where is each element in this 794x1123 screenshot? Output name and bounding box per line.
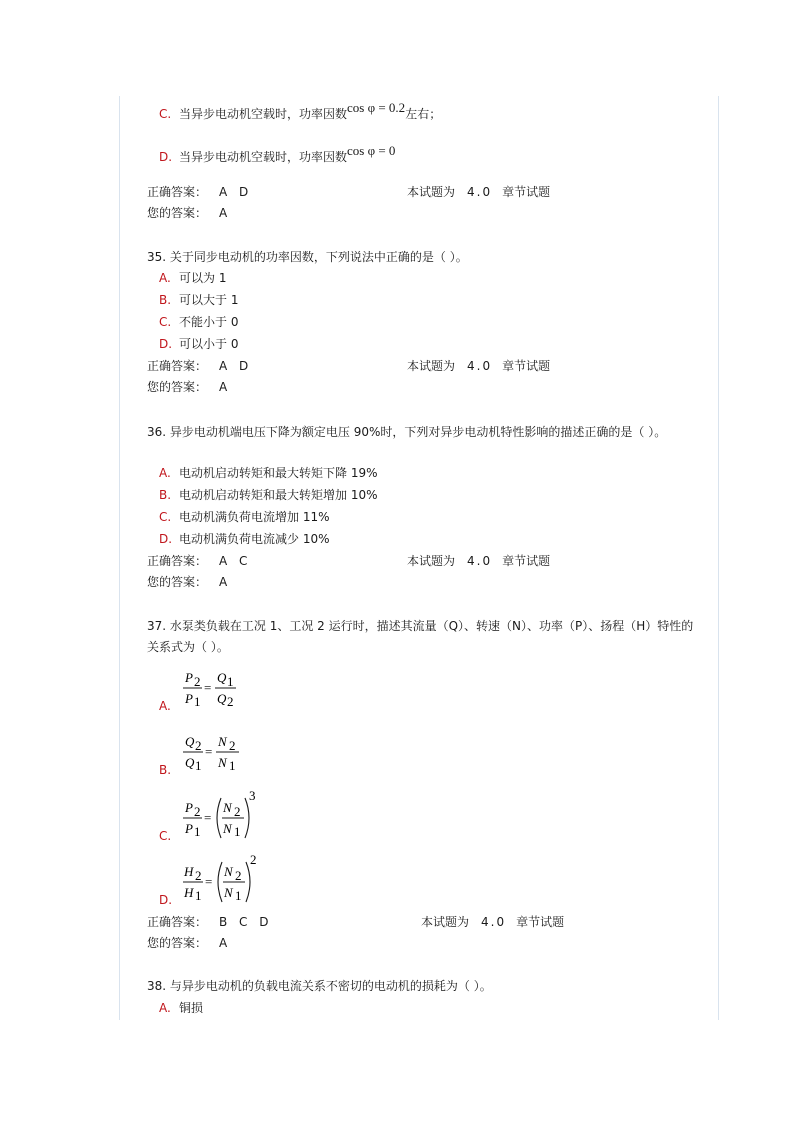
q34-option-c[interactable] [159, 100, 442, 122]
q37-formula-a [182, 666, 272, 708]
subscript: 1 [234, 824, 241, 839]
your-answer: A [219, 380, 228, 394]
q34-option-d[interactable] [159, 143, 396, 165]
numerator-symbol: Q [217, 670, 227, 685]
q37-formula-b [182, 730, 272, 772]
q35-option-a[interactable]: A. 可以为 1 [159, 271, 227, 285]
subscript: 1 [235, 888, 242, 903]
numerator-symbol: N [223, 800, 232, 815]
subscript: 1 [194, 824, 201, 839]
q38-question: 38. 与异步电动机的负载电流关系不密切的电动机的损耗为（ ）。 [147, 979, 492, 993]
svg-text:=: = [204, 680, 212, 695]
denominator-symbol: N [218, 755, 227, 770]
subscript: 2 [235, 868, 242, 883]
correct-answer: A C [219, 554, 252, 568]
denominator-symbol: N [223, 821, 232, 836]
section-tag: 章节试题 [502, 359, 551, 373]
denominator-symbol: P [185, 691, 193, 706]
q36-option-a[interactable]: A. 电动机启动转矩和最大转矩下降 19% [159, 466, 378, 480]
q38-option-a[interactable]: A. 铜损 [159, 1001, 204, 1015]
q36-option-d[interactable]: D. 电动机满负荷电流减少 10% [159, 532, 330, 546]
subscript: 2 [227, 694, 234, 708]
option-letter: C. [159, 107, 172, 121]
cos-phi-formula: cos φ = 0 [347, 143, 396, 158]
numerator-symbol: H [184, 864, 194, 879]
score: 4.0 [467, 185, 493, 199]
q35-your-answer-row: 您的答案： A [147, 380, 228, 394]
q37-formula-c [182, 788, 292, 840]
svg-text:=: = [205, 744, 213, 759]
q36-correct-answer-row: 正确答案： A C 本试题为 4.0 章节试题 [147, 554, 551, 568]
subscript: 2 [195, 868, 202, 883]
correct-answer: B C D [219, 915, 273, 929]
q37-option-d[interactable]: D. [159, 893, 173, 907]
your-answer: A [219, 206, 228, 220]
denominator-symbol: N [224, 885, 233, 900]
q37-your-answer-row: 您的答案： A [147, 936, 228, 950]
q35-correct-answer-row: 正确答案： A D 本试题为 4.0 章节试题 [147, 359, 551, 373]
q34-correct-answer-row: 正确答案： A D 本试题为 4.0 章节试题 [147, 185, 551, 199]
your-answer: A [219, 575, 228, 589]
page-frame-right [718, 96, 719, 1020]
option-text: 当异步电动机空载时，功率因数 [179, 150, 348, 164]
section-tag: 章节试题 [502, 185, 551, 199]
subscript: 2 [195, 738, 202, 753]
q35-question: 35. 关于同步电动机的功率因数，下列说法中正确的是（ ）。 [147, 250, 468, 264]
q37-correct-answer-row: 正确答案： B C D 本试题为 4.0 章节试题 [147, 915, 565, 929]
q37-option-c[interactable]: C. [159, 829, 172, 843]
numerator-symbol: N [218, 734, 227, 749]
q34-your-answer-row: 您的答案： A [147, 206, 228, 220]
exponent: 3 [249, 788, 256, 803]
correct-answer: A D [219, 185, 253, 199]
score: 4.0 [467, 554, 493, 568]
q37-question: 37. 水泵类负载在工况 1、工况 2 运行时，描述其流量（Q）、转速（N）、功率（P）、扬程（H）特性的关系式为（ ）。 [147, 619, 694, 654]
subscript: 1 [229, 758, 236, 772]
q36-option-b[interactable]: B. 电动机启动转矩和最大转矩增加 10% [159, 488, 378, 502]
option-text: 当异步电动机空载时，功率因数 [179, 107, 348, 121]
cos-phi-formula: cos φ = 0.2 [347, 100, 406, 115]
subscript: 1 [195, 888, 202, 903]
numerator-symbol: Q [185, 734, 195, 749]
section-tag: 章节试题 [502, 554, 551, 568]
exponent: 2 [250, 852, 257, 867]
denominator-symbol: Q [217, 691, 227, 706]
q36-option-c[interactable]: C. 电动机满负荷电流增加 11% [159, 510, 330, 524]
option-text-suffix: 左右； [405, 107, 442, 121]
score: 4.0 [481, 915, 507, 929]
q36-your-answer-row: 您的答案： A [147, 575, 228, 589]
denominator-symbol: H [184, 885, 194, 900]
q37-option-a[interactable]: A. [159, 699, 171, 713]
q35-option-b[interactable]: B. 可以大于 1 [159, 293, 239, 307]
page-frame-left [119, 96, 120, 1020]
denominator-symbol: P [185, 821, 193, 836]
your-answer: A [219, 936, 228, 950]
subscript: 2 [194, 804, 201, 819]
section-tag: 章节试题 [516, 915, 565, 929]
subscript: 1 [194, 694, 201, 708]
q37-option-b[interactable]: B. [159, 763, 172, 777]
q35-option-c[interactable]: C. 不能小于 0 [159, 315, 239, 329]
score: 4.0 [467, 359, 493, 373]
subscript: 2 [194, 674, 201, 689]
subscript: 2 [229, 738, 236, 753]
numerator-symbol: P [185, 670, 193, 685]
svg-text:=: = [204, 810, 212, 825]
denominator-symbol: Q [185, 755, 195, 770]
numerator-symbol: P [185, 800, 193, 815]
subscript: 1 [195, 758, 202, 772]
q36-question: 36. 异步电动机端电压下降为额定电压 90%时，下列对异步电动机特性影响的描述正确的是（ ）。 [147, 425, 667, 439]
subscript: 2 [234, 804, 241, 819]
q35-option-d[interactable]: D. 可以小于 0 [159, 337, 239, 351]
numerator-symbol: N [224, 864, 233, 879]
svg-text:=: = [205, 874, 213, 889]
correct-answer: A D [219, 359, 253, 373]
q37-formula-d [182, 852, 292, 904]
option-letter: D. [159, 150, 173, 164]
subscript: 1 [227, 674, 234, 689]
